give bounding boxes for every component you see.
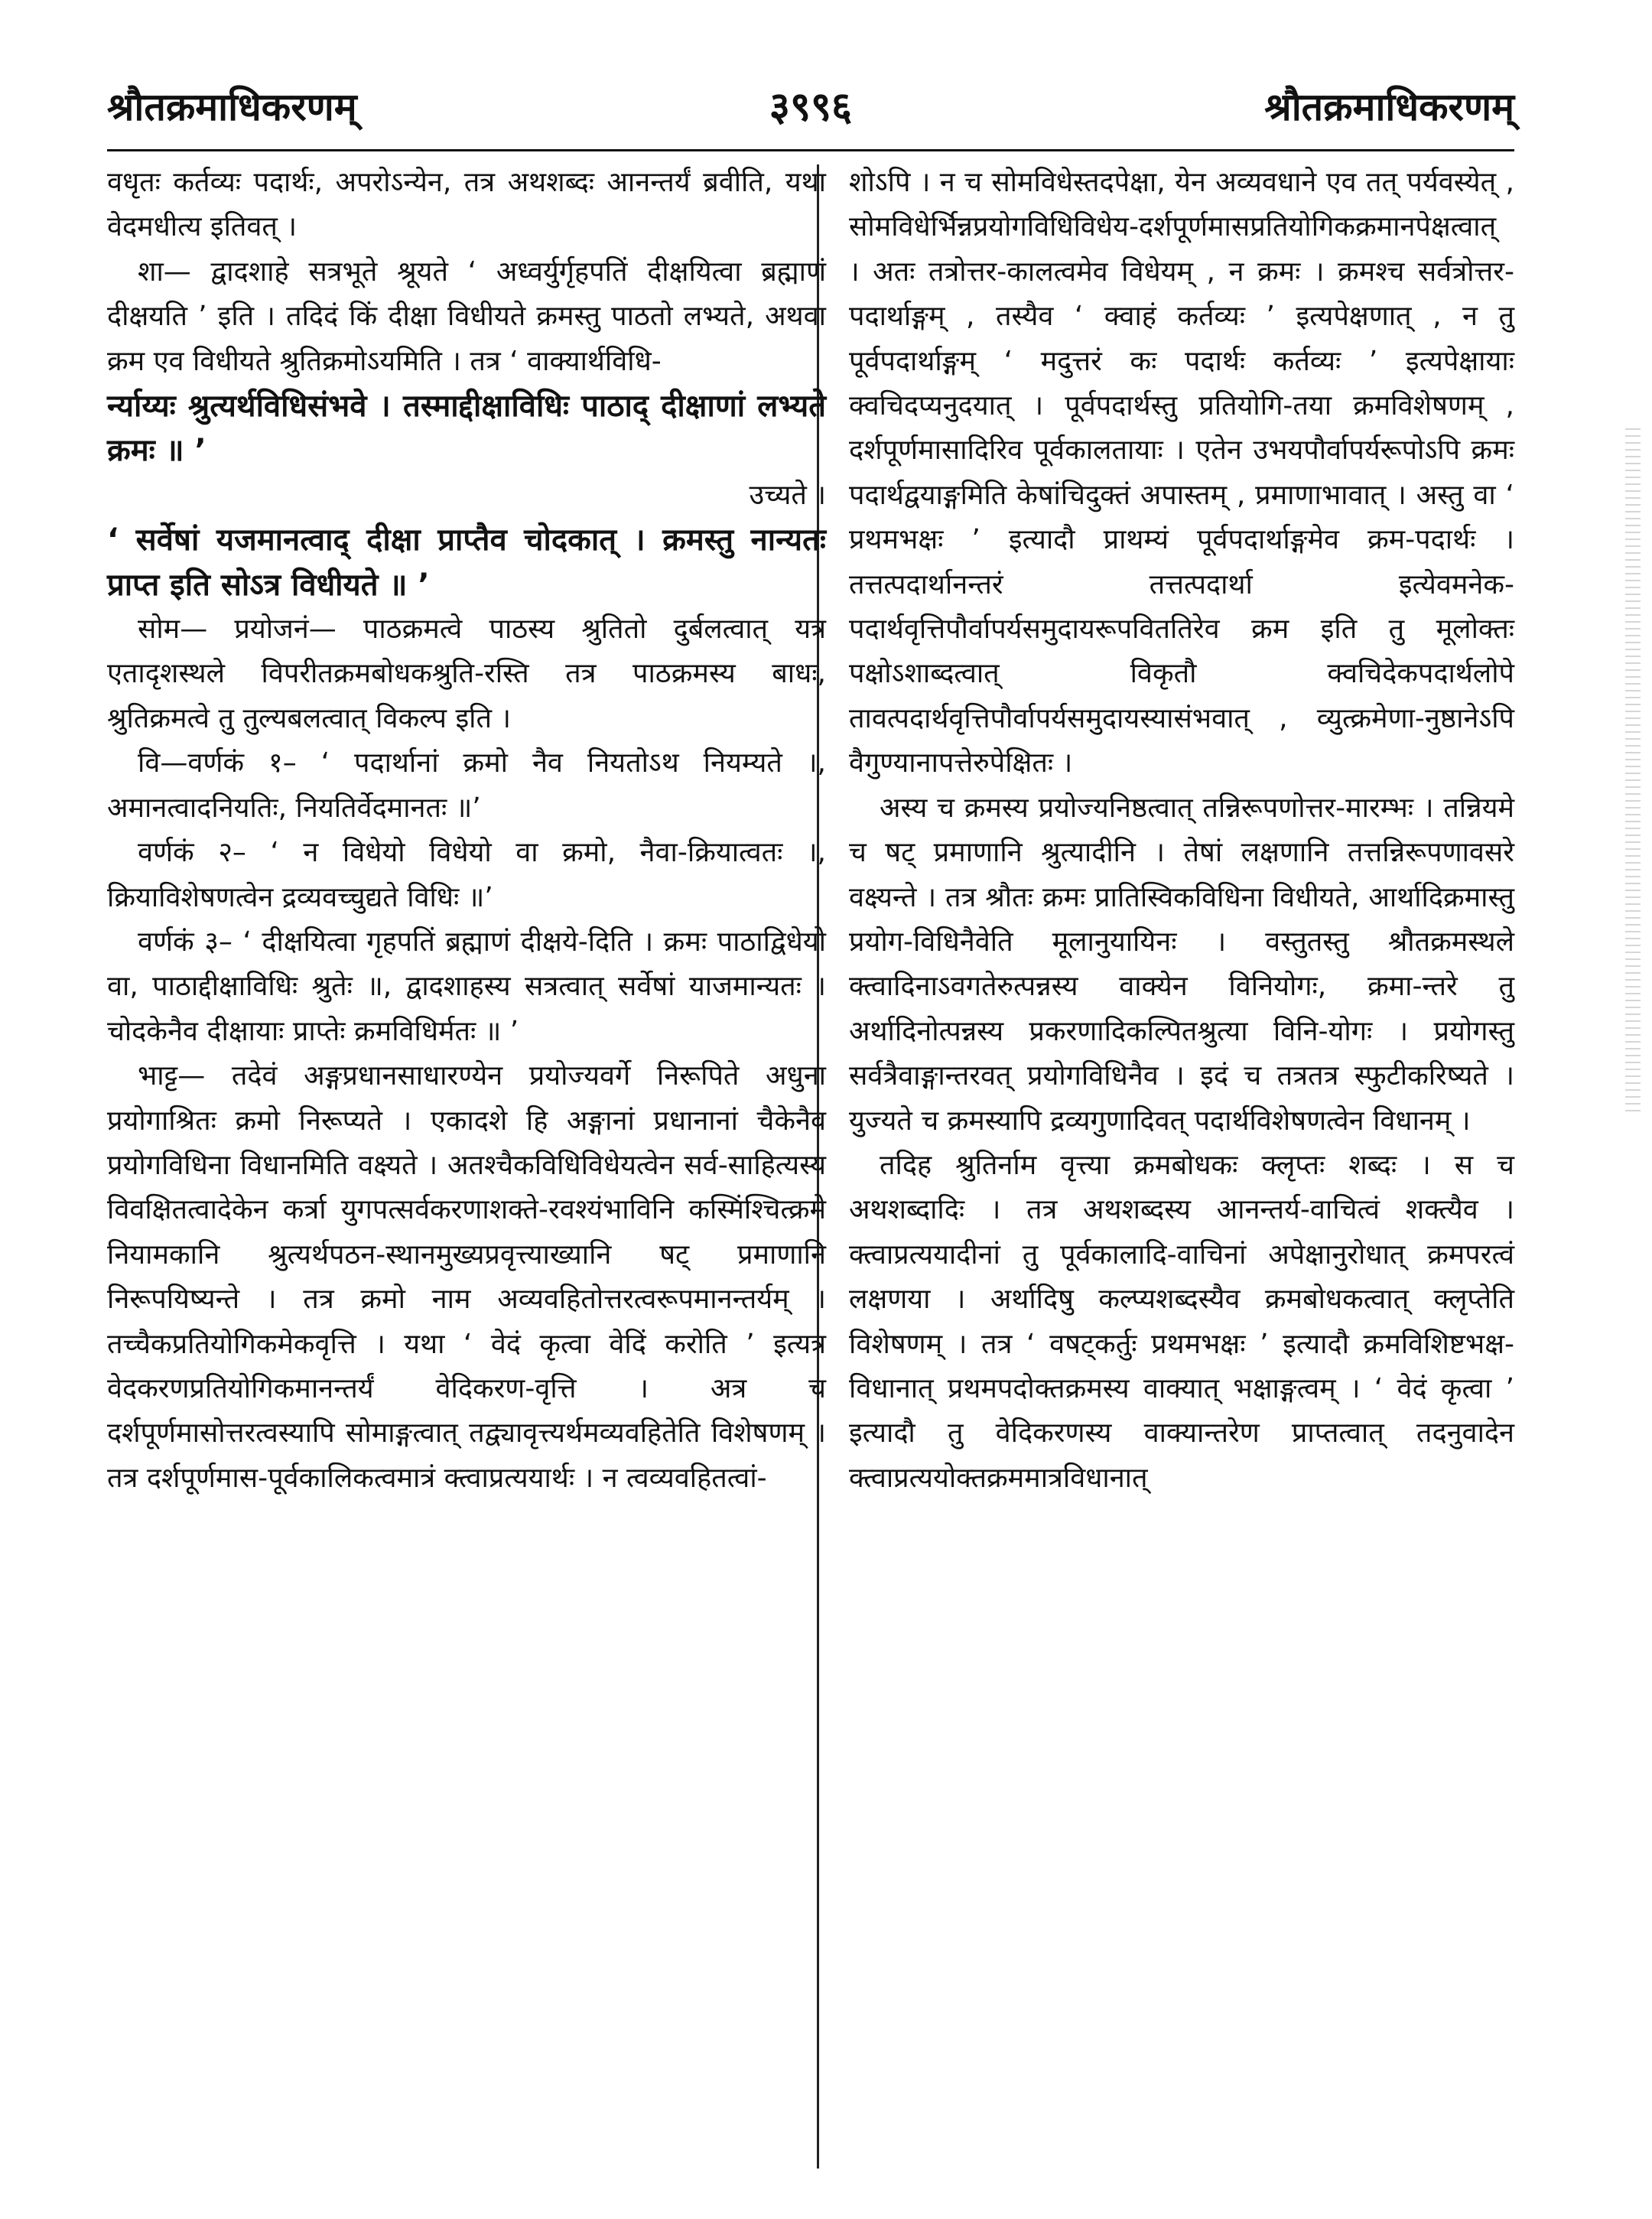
paragraph: अस्य च क्रमस्य प्रयोज्यनिष्ठत्वात् तन्निरूपणोत्तर-मारम्भः । तन्नियमे च षट् प्रमाणानि श्रुत्यादीनि । तेषां लक्षणानि तत्तन्निरूपणावसरे वक्ष्यन्ते । तत्र श्रौतः क्रमः प्रातिस्विकविधिना विधीयते, आर्थादिक्रमास्तु प्रयोग-विधिनैवेति मूलानुयायिनः । वस्तुतस्तु श्रौतक्रमस्थले क्त्वादिनाऽवगतेरुत्पन्नस्य वाक्येन विनियोगः, क्रमा-न्तरे तु अर्थादिनोत्पन्नस्य प्रकरणादिकल्पितश्रुत्या विनि-योगः । प्रयोगस्तु सर्वत्रैवाङ्गान्तरवत् प्रयोगविधिनैव । इदं च तत्रतत्र स्फुटीकरिष्यते । युज्यते च क्रमस्यापि द्रव्यगुणादिवत् पदार्थविशेषणत्वेन विधानम् । <box>849 792 1514 1137</box>
paragraph: शा— द्वादशाहे सत्रभूते श्रूयते ‘ अध्वर्युर्गृहपतिं दीक्षयित्वा ब्रह्माणं दीक्षयति ’ इति । तदिदं किं दीक्षा विधीयते क्रमस्तु पाठतो लभ्यते, अथवा क्रम एव विधीयते श्रुतिक्रमोऽयमिति । तत्र ‘ वाक्यार्थविधि- <box>107 255 826 377</box>
header-left-title: श्रौतक्रमाधिकरणम् <box>107 85 357 129</box>
paragraph: वि—वर्णकं १– ‘ पदार्थानां क्रमो नैव नियतोऽथ नियम्यते ।, अमानत्वादनियतिः, नियतिर्वेदमानतः ॥’ <box>107 747 826 824</box>
right-column <box>849 161 1514 1501</box>
paragraph: वर्णकं २– ‘ न विधेयो विधेयो वा क्रमो, नैवा-क्रियात्वतः ।, क्रियाविशेषणत्वेन द्रव्यवच्चुद्यते विधिः ॥’ <box>107 837 826 913</box>
paragraph: भाट्ट— तदेवं अङ्गप्रधानसाधारण्येन प्रयोज्यवर्गे निरूपिते अधुना प्रयोगाश्रितः क्रमो निरूप्यते । एकादशे हि अङ्गानां प्रधानानां चैकेनैव प्रयोगविधिना विधानमिति वक्ष्यते । अतश्चैकविधिविधेयत्वेन सर्व-साहित्यस्य विवक्षितत्वादेकेन कर्त्रा युगपत्सर्वकरणाशक्ते-रवश्यंभाविनि कस्मिंश्चित्क्रमे नियामकानि श्रुत्यर्थपठन-स्थानमुख्यप्रवृत्त्याख्यानि षट् प्रमाणानि निरूपयिष्यन्ते । तत्र क्रमो नाम अव्यवहितोत्तरत्वरूपमानन्तर्यम् । तच्चैकप्रतियोगिकमेकवृत्ति । यथा ‘ वेदं कृत्वा वेदिं करोति ’ इत्यत्र वेदकरणप्रतियोगिकमानन्तर्यं वेदिकरण-वृत्ति । अत्र च दर्शपूर्णमासोत्तरत्वस्यापि सोमाङ्गत्वात् तद्व्यावृत्त्यर्थमव्यवहितेति विशेषणम् । तत्र दर्शपूर्णमास-पूर्वकालिकत्वमात्रं क्त्वाप्रत्ययार्थः । न त्वव्यवहितत्वां- <box>107 1060 826 1494</box>
running-header <box>107 73 1514 142</box>
header-rule <box>107 149 1514 151</box>
page-number: ३९९६ <box>769 84 853 130</box>
scan-edge-noise <box>1625 428 1641 1117</box>
verse: र्न्याय्यः श्रुत्यर्थविधिसंभवे । तस्माद्दीक्षाविधिः पाठाद् दीक्षाणां लभ्यते क्रमः ॥ ’ <box>107 389 826 469</box>
header-right-title: श्रौतक्रमाधिकरणम् <box>1264 85 1514 129</box>
paragraph: शोऽपि । न च सोमविधेस्तदपेक्षा, येन अव्यवधाने एव तत् पर्यवस्येत् , सोमविधेर्भिन्नप्रयोगविधिविधेय-दर्शपूर्णमासप्रतियोगिकक्रमानपेक्षत्वात् । अतः तत्रोत्तर-कालत्वमेव विधेयम् , न क्रमः । क्रमश्च सर्वत्रोत्तर-पदार्थाङ्गम् , तस्यैव ‘ क्वाहं कर्तव्यः ’ इत्यपेक्षणात् , न तु पूर्वपदार्थाङ्गम् ‘ मदुत्तरं कः पदार्थः कर्तव्यः ’ इत्यपेक्षायाः क्वचिदप्यनुदयात् । पूर्वपदार्थस्तु प्रतियोगि-तया क्रमविशेषणम् , दर्शपूर्णमासादिरिव पूर्वकालतायाः । एतेन उभयपौर्वापर्यरूपोऽपि क्रमः पदार्थद्वयाङ्गमिति केषांचिदुक्तं अपास्तम् , प्रमाणाभावात् । अस्तु वा ‘ प्रथमभक्षः ’ इत्यादौ प्राथम्यं पूर्वपदार्थाङ्गमेव क्रम-पदार्थः । तत्तत्पदार्थानन्तरं तत्तत्पदार्था इत्येवमनेक-पदार्थवृत्तिपौर्वापर्यसमुदायरूपविततिरेव क्रम इति तु मूलोक्तः पक्षोऽशाब्दत्वात् विकृतौ क्वचिदेकपदार्थलोपे तावत्पदार्थवृत्तिपौर्वापर्यसमुदायस्यासंभवात् , व्युत्क्रमेणा-नुष्ठानेऽपि वैगुण्यानापत्तेरुपेक्षितः । <box>849 167 1514 779</box>
verse: ‘ सर्वेषां यजमानत्वाद् दीक्षा प्राप्तैव चोदकात् । क्रमस्तु नान्यतः प्राप्त इति सोऽत्र विधीयते ॥ ’ <box>107 522 826 603</box>
paragraph: उच्यते । <box>749 479 826 511</box>
paragraph: तदिह श्रुतिर्नाम वृत्त्या क्रमबोधकः क्लृप्तः शब्दः । स च अथशब्दादिः । तत्र अथशब्दस्य आनन्तर्य-वाचित्वं शक्त्यैव । क्त्वाप्रत्ययादीनां तु पूर्वकालादि-वाचिनां अपेक्षानुरोधात् क्रमपरत्वं लक्षणया । अर्थादिषु कल्प्यशब्दस्यैव क्रमबोधकत्वात् क्लृप्तेति विशेषणम् । तत्र ‘ वषट्कर्तुः प्रथमभक्षः ’ इत्यादौ क्रमविशिष्टभक्ष-विधानात् प्रथमपदोक्तक्रमस्य वाक्यात् भक्षाङ्गत्वम् । ‘ वेदं कृत्वा ’ इत्यादौ तु वेदिकरणस्य वाक्यान्तरेण प्राप्तत्वात् तदनुवादेन क्त्वाप्रत्ययोक्तक्रममात्रविधानात् <box>849 1149 1514 1494</box>
paragraph: वर्णकं ३– ‘ दीक्षयित्वा गृहपतिं ब्रह्माणं दीक्षये-दिति । क्रमः पाठाद्विधेयो वा, पाठाद्दीक्षाविधिः श्रुतेः ॥, द्वादशाहस्य सत्रत्वात् सर्वेषां याजमान्यतः । चोदकेनैव दीक्षायाः प्राप्तेः क्रमविधिर्मतः ॥ ’ <box>107 926 826 1047</box>
left-column <box>107 161 826 1501</box>
paragraph: वधृतः कर्तव्यः पदार्थः, अपरोऽन्येन, तत्र अथशब्दः आनन्तर्यं ब्रवीति, यथा वेदमधीत्य इतिवत् । <box>107 167 826 243</box>
paragraph: सोम— प्रयोजनं— पाठक्रमत्वे पाठस्य श्रुतितो दुर्बलत्वात् यत्र एतादृशस्थले विपरीतक्रमबोधकश्रुति-रस्ति तत्र पाठक्रमस्य बाधः, श्रुतिक्रमत्वे तु तुल्यबलत्वात् विकल्प इति । <box>107 613 826 734</box>
